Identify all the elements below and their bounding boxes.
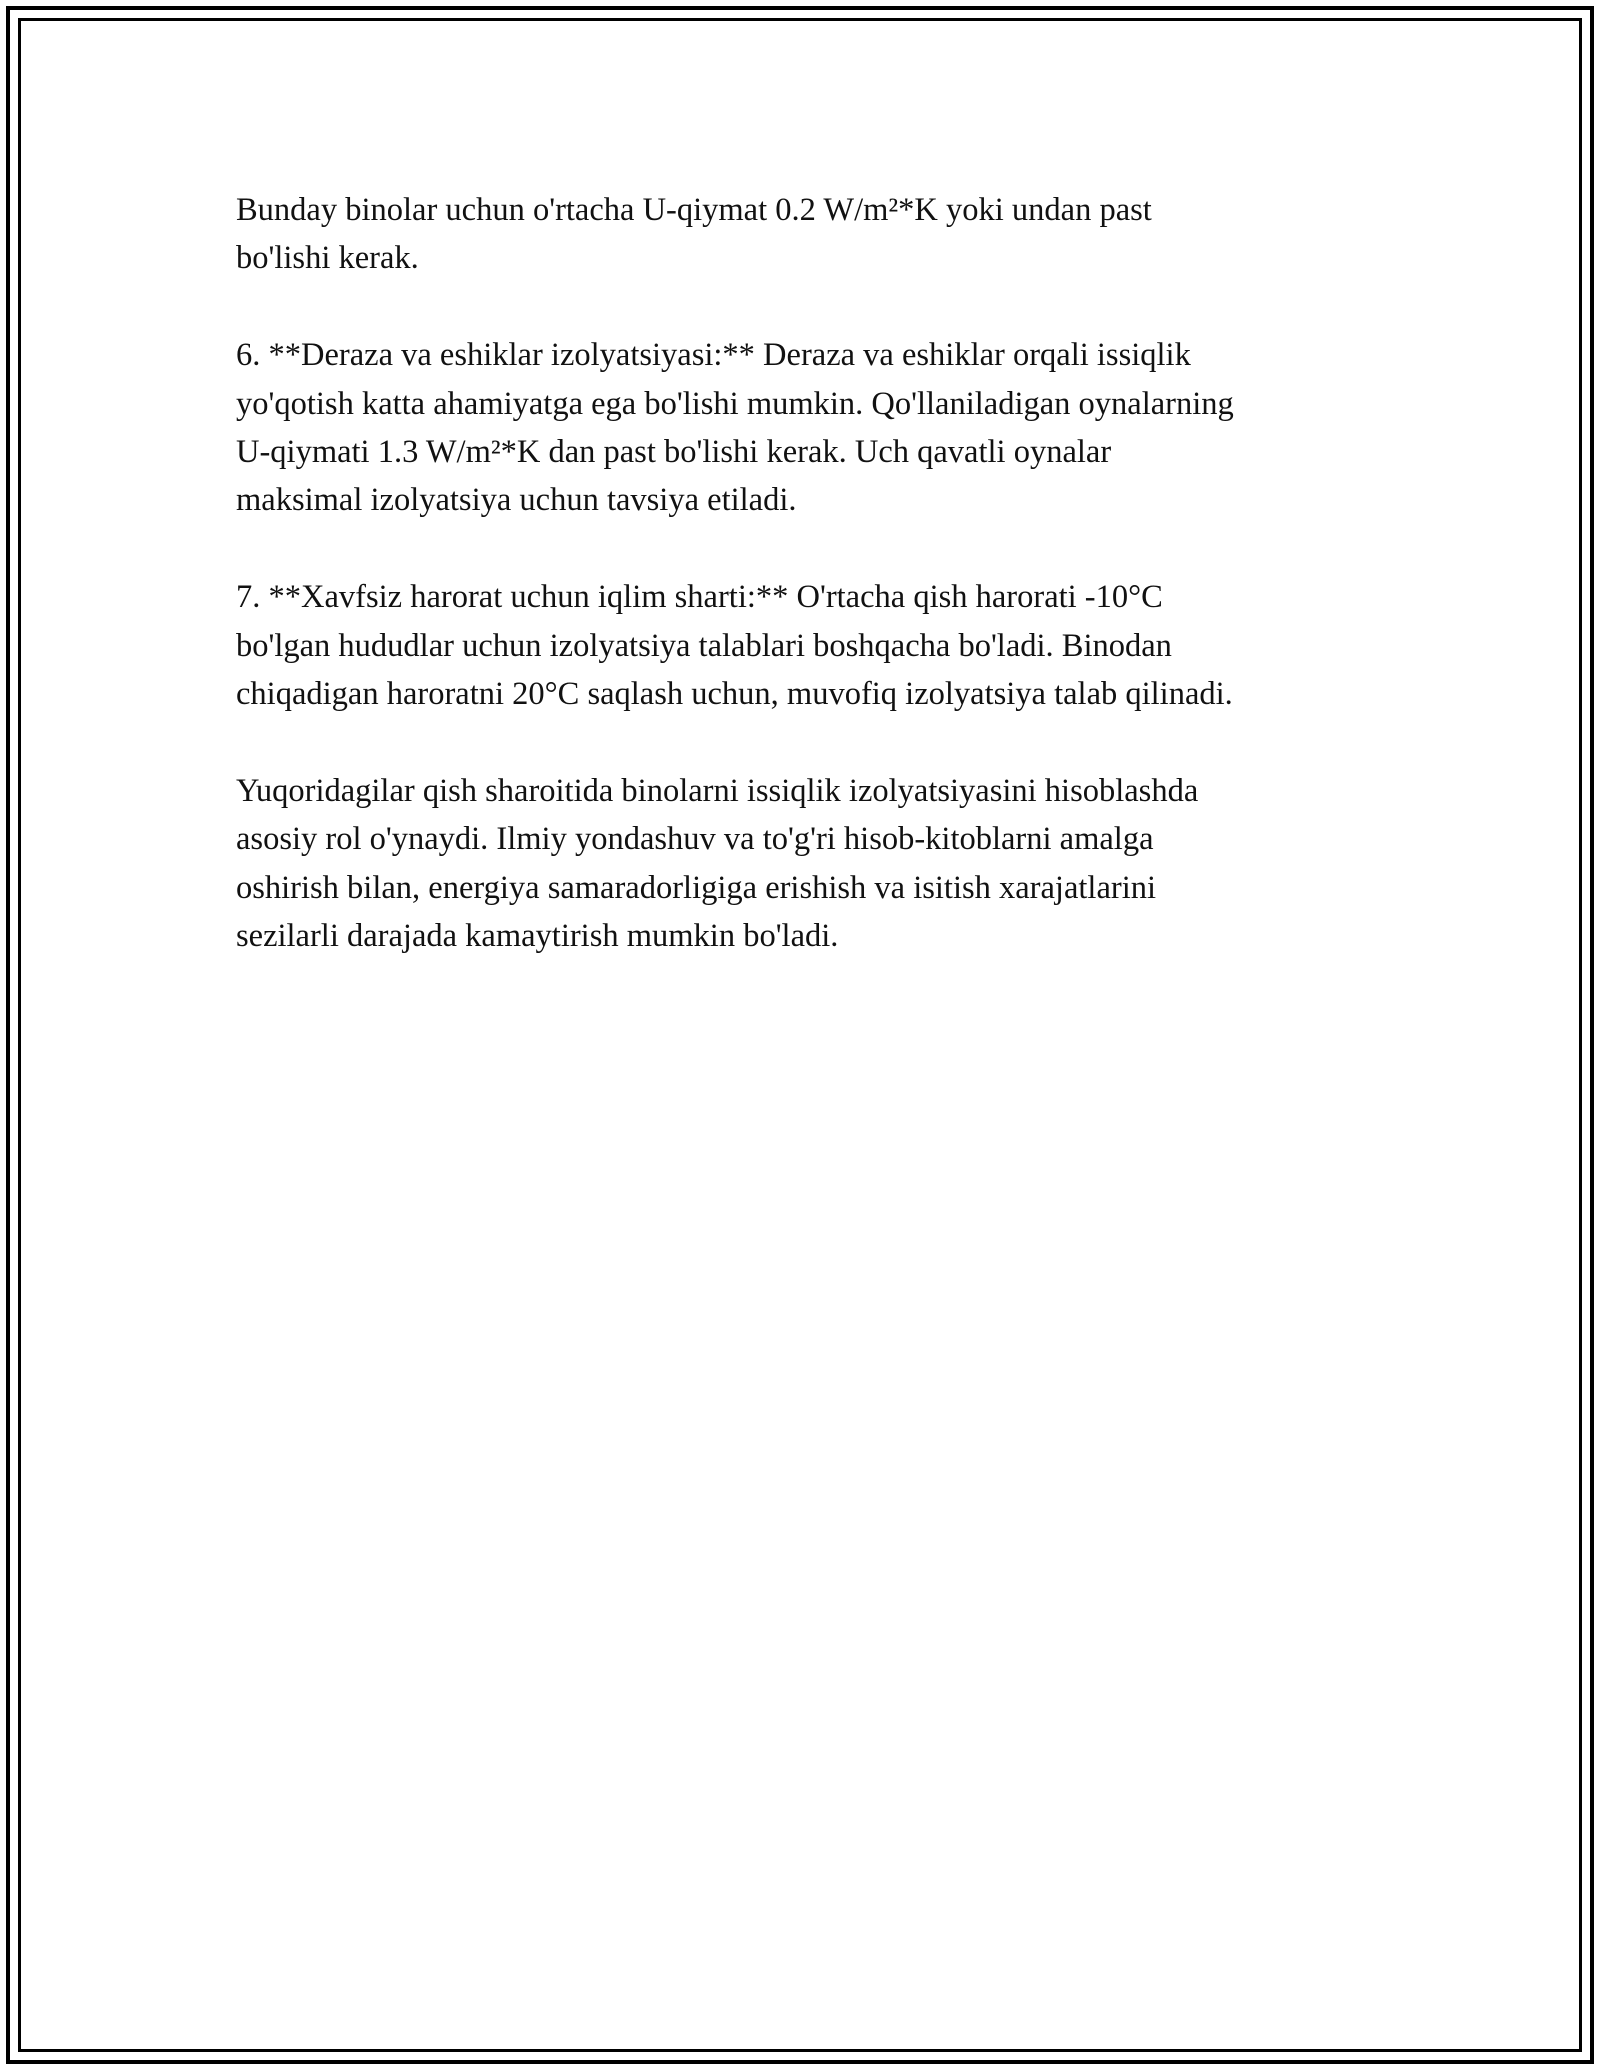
text-line: asosiy rol o'ynaydi. Ilmiy yondashuv va to'g'ri hisob-kitoblarni amalga <box>236 821 1154 858</box>
paragraph-item-7-climate <box>236 573 1376 718</box>
text-line: 6. **Deraza va eshiklar izolyatsiyasi:** Deraza va eshiklar orqali issiqlik <box>236 337 1191 374</box>
text-line: oshirish bilan, energiya samaradorligiga erishish va isitish xarajatlarini <box>236 869 1156 906</box>
text-line: Bunday binolar uchun o'rtacha U-qiymat 0.2 W/m²*K yoki undan past <box>236 192 1152 228</box>
text-line: Yuqoridagilar qish sharoitida binolarni issiqlik izolyatsiyasini hisoblashda <box>236 772 1199 809</box>
document-body <box>236 186 1376 1009</box>
text-line: maksimal izolyatsiya uchun tavsiya etiladi. <box>236 482 797 519</box>
text-line: bo'lgan hududlar uchun izolyatsiya talablari boshqacha bo'ladi. Binodan <box>236 627 1172 664</box>
text-line: 7. **Xavfsiz harorat uchun iqlim sharti:** O'rtacha qish harorati -10°C <box>236 579 1163 616</box>
text-line: chiqadigan haroratni 20°C saqlash uchun, muvofiq izolyatsiya talab qilinadi. <box>236 676 1233 713</box>
text-line: sezilarli darajada kamaytirish mumkin bo'ladi. <box>236 918 839 955</box>
paragraph-conclusion <box>236 767 1376 961</box>
paragraph-item-6-windows-doors <box>236 331 1376 525</box>
paragraph-u-value-intro <box>236 186 1376 283</box>
text-line: yo'qotish katta ahamiyatga ega bo'lishi mumkin. Qo'llaniladigan oynalarning <box>236 385 1234 422</box>
text-line: bo'lishi kerak. <box>236 240 419 277</box>
text-line: U-qiymati 1.3 W/m²*K dan past bo'lishi kerak. Uch qavatli oynalar <box>236 434 1112 471</box>
